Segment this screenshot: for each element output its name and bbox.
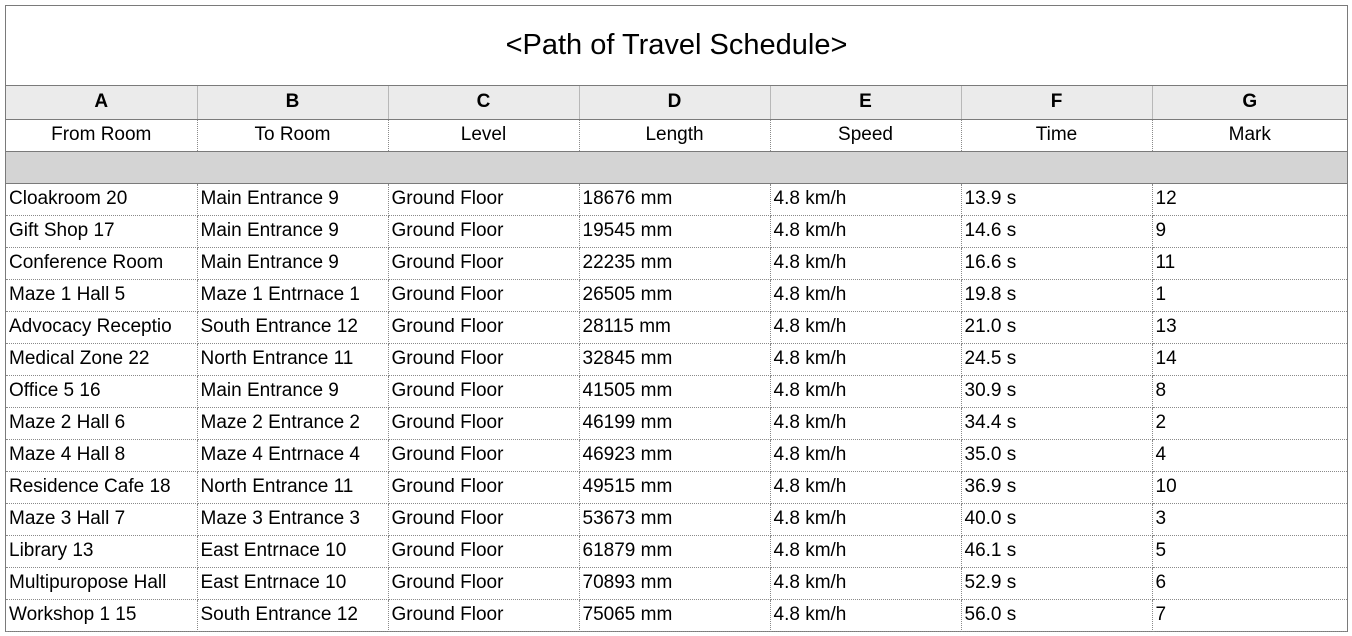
cell-speed[interactable]: 4.8 km/h bbox=[770, 407, 961, 439]
cell-to-room[interactable]: Maze 3 Entrance 3 bbox=[197, 503, 388, 535]
cell-speed[interactable]: 4.8 km/h bbox=[770, 375, 961, 407]
cell-from-room[interactable]: Multipuropose Hall bbox=[6, 567, 197, 599]
cell-to-room[interactable]: Main Entrance 9 bbox=[197, 215, 388, 247]
cell-time[interactable]: 34.4 s bbox=[961, 407, 1152, 439]
cell-mark[interactable]: 2 bbox=[1152, 407, 1347, 439]
cell-to-room[interactable]: North Entrance 11 bbox=[197, 471, 388, 503]
cell-mark[interactable]: 1 bbox=[1152, 279, 1347, 311]
column-header-level[interactable]: Level bbox=[388, 119, 579, 151]
cell-length[interactable]: 19545 mm bbox=[579, 215, 770, 247]
cell-level[interactable]: Ground Floor bbox=[388, 567, 579, 599]
cell-time[interactable]: 14.6 s bbox=[961, 215, 1152, 247]
table-row[interactable] bbox=[6, 503, 1347, 535]
cell-mark[interactable]: 6 bbox=[1152, 567, 1347, 599]
cell-time[interactable]: 56.0 s bbox=[961, 599, 1152, 631]
cell-level[interactable]: Ground Floor bbox=[388, 471, 579, 503]
cell-speed[interactable]: 4.8 km/h bbox=[770, 215, 961, 247]
cell-from-room[interactable]: Library 13 bbox=[6, 535, 197, 567]
column-letter-row bbox=[6, 86, 1347, 119]
table-row[interactable] bbox=[6, 407, 1347, 439]
cell-mark[interactable]: 3 bbox=[1152, 503, 1347, 535]
cell-length[interactable]: 49515 mm bbox=[579, 471, 770, 503]
cell-length[interactable]: 32845 mm bbox=[579, 343, 770, 375]
cell-to-room[interactable]: Maze 2 Entrance 2 bbox=[197, 407, 388, 439]
cell-from-room[interactable]: Maze 4 Hall 8 bbox=[6, 439, 197, 471]
cell-time[interactable]: 46.1 s bbox=[961, 535, 1152, 567]
column-header-to-room[interactable]: To Room bbox=[197, 119, 388, 151]
cell-mark[interactable]: 9 bbox=[1152, 215, 1347, 247]
schedule-title[interactable]: <Path of Travel Schedule> bbox=[6, 6, 1347, 86]
cell-level[interactable]: Ground Floor bbox=[388, 215, 579, 247]
table-row[interactable] bbox=[6, 375, 1347, 407]
column-header-length[interactable]: Length bbox=[579, 119, 770, 151]
cell-length[interactable]: 53673 mm bbox=[579, 503, 770, 535]
cell-to-room[interactable]: East Entrnace 10 bbox=[197, 535, 388, 567]
column-header-from-room[interactable]: From Room bbox=[6, 119, 197, 151]
cell-mark[interactable]: 11 bbox=[1152, 247, 1347, 279]
cell-length[interactable]: 46199 mm bbox=[579, 407, 770, 439]
group-header-cell[interactable] bbox=[6, 151, 1347, 183]
table-row[interactable] bbox=[6, 279, 1347, 311]
cell-to-room[interactable]: North Entrance 11 bbox=[197, 343, 388, 375]
table-row[interactable] bbox=[6, 215, 1347, 247]
cell-mark[interactable]: 7 bbox=[1152, 599, 1347, 631]
column-letter-c[interactable]: C bbox=[388, 86, 579, 119]
cell-speed[interactable]: 4.8 km/h bbox=[770, 471, 961, 503]
cell-to-room[interactable]: Main Entrance 9 bbox=[197, 247, 388, 279]
table-row[interactable] bbox=[6, 439, 1347, 471]
cell-speed[interactable]: 4.8 km/h bbox=[770, 535, 961, 567]
cell-to-room[interactable]: South Entrance 12 bbox=[197, 311, 388, 343]
column-letter-f[interactable]: F bbox=[961, 86, 1152, 119]
cell-from-room[interactable]: Cloakroom 20 bbox=[6, 183, 197, 215]
cell-speed[interactable]: 4.8 km/h bbox=[770, 311, 961, 343]
cell-level[interactable]: Ground Floor bbox=[388, 183, 579, 215]
cell-from-room[interactable]: Maze 2 Hall 6 bbox=[6, 407, 197, 439]
cell-time[interactable]: 36.9 s bbox=[961, 471, 1152, 503]
cell-from-room[interactable]: Residence Cafe 18 bbox=[6, 471, 197, 503]
cell-level[interactable]: Ground Floor bbox=[388, 503, 579, 535]
cell-level[interactable]: Ground Floor bbox=[388, 439, 579, 471]
cell-mark[interactable]: 13 bbox=[1152, 311, 1347, 343]
cell-length[interactable]: 61879 mm bbox=[579, 535, 770, 567]
column-header-speed[interactable]: Speed bbox=[770, 119, 961, 151]
column-letter-d[interactable]: D bbox=[579, 86, 770, 119]
cell-level[interactable]: Ground Floor bbox=[388, 535, 579, 567]
cell-length[interactable]: 18676 mm bbox=[579, 183, 770, 215]
cell-speed[interactable]: 4.8 km/h bbox=[770, 279, 961, 311]
cell-from-room[interactable]: Maze 1 Hall 5 bbox=[6, 279, 197, 311]
cell-to-room[interactable]: Maze 1 Entrnace 1 bbox=[197, 279, 388, 311]
cell-time[interactable]: 30.9 s bbox=[961, 375, 1152, 407]
cell-length[interactable]: 70893 mm bbox=[579, 567, 770, 599]
table-row[interactable] bbox=[6, 471, 1347, 503]
table-row[interactable] bbox=[6, 535, 1347, 567]
cell-speed[interactable]: 4.8 km/h bbox=[770, 599, 961, 631]
column-letter-e[interactable]: E bbox=[770, 86, 961, 119]
cell-mark[interactable]: 12 bbox=[1152, 183, 1347, 215]
cell-level[interactable]: Ground Floor bbox=[388, 407, 579, 439]
cell-mark[interactable]: 14 bbox=[1152, 343, 1347, 375]
column-letter-a[interactable]: A bbox=[6, 86, 197, 119]
cell-speed[interactable]: 4.8 km/h bbox=[770, 503, 961, 535]
cell-from-room[interactable]: Maze 3 Hall 7 bbox=[6, 503, 197, 535]
column-letter-b[interactable]: B bbox=[197, 86, 388, 119]
table-row[interactable] bbox=[6, 311, 1347, 343]
cell-time[interactable]: 35.0 s bbox=[961, 439, 1152, 471]
schedule-table bbox=[6, 86, 1347, 632]
cell-speed[interactable]: 4.8 km/h bbox=[770, 567, 961, 599]
cell-level[interactable]: Ground Floor bbox=[388, 599, 579, 631]
schedule-view bbox=[5, 5, 1348, 632]
cell-length[interactable]: 22235 mm bbox=[579, 247, 770, 279]
cell-level[interactable]: Ground Floor bbox=[388, 311, 579, 343]
schedule-body bbox=[6, 183, 1347, 631]
cell-time[interactable]: 52.9 s bbox=[961, 567, 1152, 599]
cell-time[interactable]: 19.8 s bbox=[961, 279, 1152, 311]
cell-length[interactable]: 75065 mm bbox=[579, 599, 770, 631]
cell-to-room[interactable]: South Entrance 12 bbox=[197, 599, 388, 631]
column-header-time[interactable]: Time bbox=[961, 119, 1152, 151]
cell-mark[interactable]: 8 bbox=[1152, 375, 1347, 407]
cell-time[interactable]: 13.9 s bbox=[961, 183, 1152, 215]
cell-mark[interactable]: 5 bbox=[1152, 535, 1347, 567]
cell-length[interactable]: 26505 mm bbox=[579, 279, 770, 311]
cell-level[interactable]: Ground Floor bbox=[388, 247, 579, 279]
cell-mark[interactable]: 10 bbox=[1152, 471, 1347, 503]
cell-from-room[interactable]: Conference Room bbox=[6, 247, 197, 279]
cell-mark[interactable]: 4 bbox=[1152, 439, 1347, 471]
cell-speed[interactable]: 4.8 km/h bbox=[770, 343, 961, 375]
cell-to-room[interactable]: Main Entrance 9 bbox=[197, 375, 388, 407]
column-header-mark[interactable]: Mark bbox=[1152, 119, 1347, 151]
cell-length[interactable]: 41505 mm bbox=[579, 375, 770, 407]
cell-from-room[interactable]: Advocacy Receptio bbox=[6, 311, 197, 343]
cell-time[interactable]: 24.5 s bbox=[961, 343, 1152, 375]
column-header-row bbox=[6, 119, 1347, 151]
cell-to-room[interactable]: Maze 4 Entrnace 4 bbox=[197, 439, 388, 471]
cell-time[interactable]: 16.6 s bbox=[961, 247, 1152, 279]
cell-length[interactable]: 46923 mm bbox=[579, 439, 770, 471]
cell-speed[interactable]: 4.8 km/h bbox=[770, 183, 961, 215]
cell-time[interactable]: 21.0 s bbox=[961, 311, 1152, 343]
group-header-row bbox=[6, 151, 1347, 183]
cell-time[interactable]: 40.0 s bbox=[961, 503, 1152, 535]
cell-speed[interactable]: 4.8 km/h bbox=[770, 439, 961, 471]
cell-speed[interactable]: 4.8 km/h bbox=[770, 247, 961, 279]
table-row[interactable] bbox=[6, 343, 1347, 375]
cell-to-room[interactable]: Main Entrance 9 bbox=[197, 183, 388, 215]
table-row[interactable] bbox=[6, 599, 1347, 631]
cell-from-room[interactable]: Workshop 1 15 bbox=[6, 599, 197, 631]
cell-level[interactable]: Ground Floor bbox=[388, 375, 579, 407]
column-letter-g[interactable]: G bbox=[1152, 86, 1347, 119]
cell-to-room[interactable]: East Entrnace 10 bbox=[197, 567, 388, 599]
table-row[interactable] bbox=[6, 567, 1347, 599]
cell-level[interactable]: Ground Floor bbox=[388, 343, 579, 375]
cell-from-room[interactable]: Gift Shop 17 bbox=[6, 215, 197, 247]
cell-level[interactable]: Ground Floor bbox=[388, 279, 579, 311]
cell-from-room[interactable]: Office 5 16 bbox=[6, 375, 197, 407]
table-row[interactable] bbox=[6, 247, 1347, 279]
cell-from-room[interactable]: Medical Zone 22 bbox=[6, 343, 197, 375]
table-row[interactable] bbox=[6, 183, 1347, 215]
cell-length[interactable]: 28115 mm bbox=[579, 311, 770, 343]
